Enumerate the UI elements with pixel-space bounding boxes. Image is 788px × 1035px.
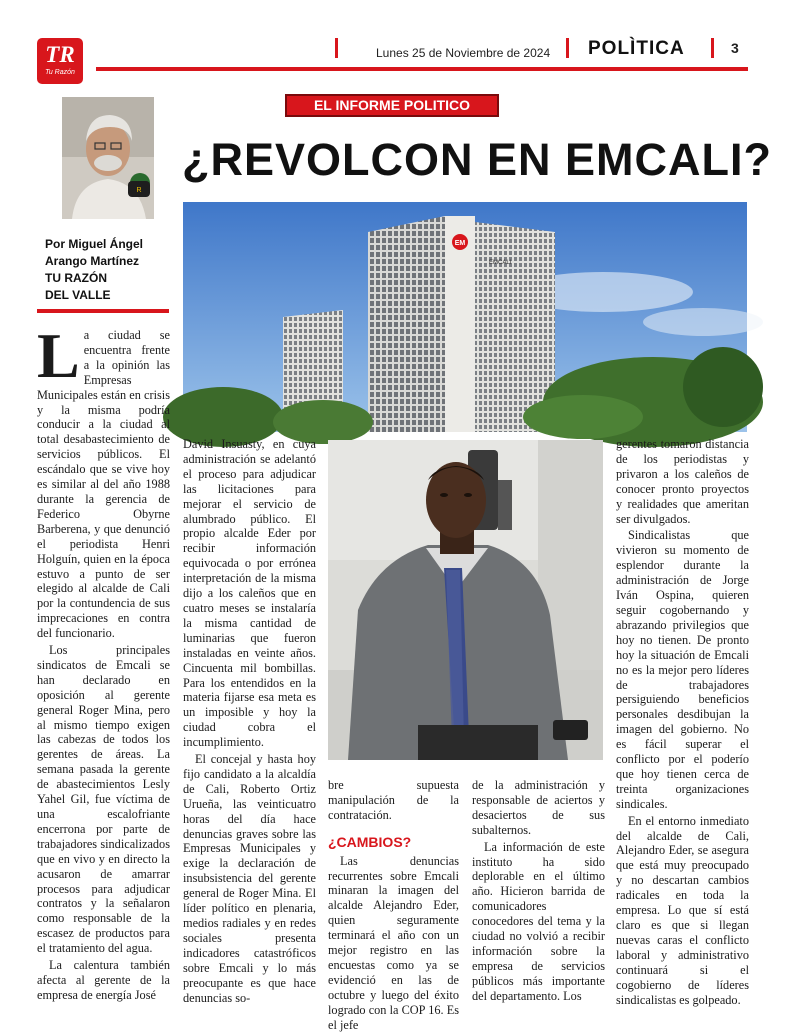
header-rule (96, 67, 748, 71)
paragraph: gerentes tomaron distancia de los periodistas y privaron a los caleños de conocer pronto proyectos y realidades que ameritan ser divulgados. (616, 437, 749, 526)
header-divider (335, 38, 338, 58)
paragraph: La calentura también afecta al gerente de la empresa de energía José (37, 958, 170, 1002)
paragraph: En el entorno inmediato del alcalde de Cali, Alejandro Eder, se asegura que está muy preocupado y no descartan cambios radicales en toda la empresa. Lo que sí está claro es que si llegan nuevas caras el conflicto laboral y administrativo continuará si el cogobierno de líderes sindicalistas es golpeado. (616, 813, 749, 1007)
byline-rule (37, 309, 169, 313)
svg-text:R: R (136, 187, 142, 194)
logo-subtitle: Tu Razón (45, 69, 75, 76)
paragraph: La información de este instituto ha sido deplorable en el último año. Hicieron barrida de comunicadores conocedores del tema y la ciudad no volvió a recibir información sobre la empresa de servicios públicos más importante del departamento. Los (472, 839, 605, 1003)
drop-cap: L (37, 320, 80, 391)
kicker-label: EL INFORME POLITICO (285, 94, 499, 117)
header-divider (711, 38, 714, 58)
paragraph-text: a ciudad se encuentra frente a la opinión las Empresas Municipales están en crisis y la misma podría conducir a la ciudad al total desabastecimiento de servicios públicos. El escándalo que se vive hoy es similar al del año 1988 durante la gerencia de Federico Obyrne Barberena, y que denunció el periodista Henri Holguín, quien en la época estuvo a punto de ser elegido al alcalde de Cali por la contundencia de sus imprecaciones en contra del funcionario. (37, 328, 170, 641)
page-number: 3 (731, 40, 739, 56)
politician-photo (328, 440, 603, 760)
article-column-3 (328, 778, 459, 1035)
byline-name-2: Arango Martínez (45, 254, 140, 268)
paragraph: Los principales sindicatos de Emcali se han declarado en oposición al gerente general Roger Mina, pero al mismo tiempo exigen las cabezas de todos los gerentes de áreas. La semana pasada la gerente de abastecimientos Lesly Yahel Gil, fue víctima de una escalofriante encerrona por parte de trabajadores sindicalizados que en vivo y en directo la acusaron de amarrar procesos para adjudicar contratos y la señalaron como responsable de la escasez de productos para el tratamiento del agua. (37, 643, 170, 956)
byline-outlet-1: TU RAZÓN (45, 271, 107, 285)
byline-outlet-2: DEL VALLE (45, 288, 111, 302)
header-divider (566, 38, 569, 58)
article-column-1 (37, 320, 170, 1005)
svg-text:EM: EM (454, 240, 466, 247)
logo-text: TR (45, 42, 75, 67)
paragraph: bre supuesta manipulación de la contratación. (328, 778, 459, 822)
section-subhead: ¿CAMBIOS? (328, 833, 412, 850)
paragraph: David Insuasty, en cuya administración se adelantó el proceso para adjudicar las licitaciones para mejorar el servicio de alumbrado público. El propio alcalde Eder por recibir información equivocada o por errónea interpretación de la misma dijo a los caleños que en cuatro meses se instalaría la misma cantidad de luminarias que fueron instaladas en veinte años. Cincuenta mil bombillas. Para los entendidos en la materia fijarse esa meta es un imposible y hoy la ciudad cobra el incumplimiento. (183, 437, 316, 750)
paragraph: Las denuncias recurrentes sobre Emcali minaran la imagen del alcalde Alejandro Eder, quien seguramente terminará el año con un mejor registro en las encuestas como ya se evidenció en las de octubre y luego del éxito logrado con la COP 16. Es el jefe (328, 853, 459, 1032)
article-column-4 (472, 778, 605, 1006)
newspaper-logo (37, 38, 83, 84)
author-photo (62, 97, 154, 219)
paragraph: Sindicalistas que vivieron su momento de esplendor durante la administración de Jorge Iván Ospina, quieren seguir cogobernando y abrazando privilegios que hoy no tienen. De pronto hoy la situación de Emcali no es la mejor pero líderes de trabajadores persiguiendo beneficios personales desdibujan la imagen del gobierno. No es fácil superar el conflicto por el poderío que hoy tienen cerca de treinta organizaciones sindicales. (616, 528, 749, 811)
paragraph: El concejal y hasta hoy fijo candidato a la alcaldía de Cali, Roberto Ortiz Urueña, las veinticuatro horas del día hace denuncias graves sobre las Empresas Municipales y exige la declaración de insubsistencia del gerente general de Roger Mina. El líder político en plenaria, medios radiales y en redes sociales presenta indicadores catastróficos sobre Emcali y lo más preocupante es que hace denuncias so- (183, 752, 316, 1005)
section-name: POLÌTICA (588, 38, 685, 59)
building-sign: EMCALI (489, 260, 512, 266)
paragraph (37, 320, 170, 641)
article-column-2 (183, 437, 316, 1007)
article-column-5 (616, 437, 749, 1009)
byline (45, 236, 143, 304)
byline-name-1: Por Miguel Ángel (45, 237, 144, 251)
issue-date: Lunes 25 de Noviembre de 2024 (376, 46, 551, 60)
article-headline: ¿REVOLCON EN EMCALI? (182, 134, 772, 185)
paragraph: de la administración y responsable de aciertos y desaciertos de sus subalternos. (472, 778, 605, 837)
emcali-building-photo (183, 202, 747, 432)
